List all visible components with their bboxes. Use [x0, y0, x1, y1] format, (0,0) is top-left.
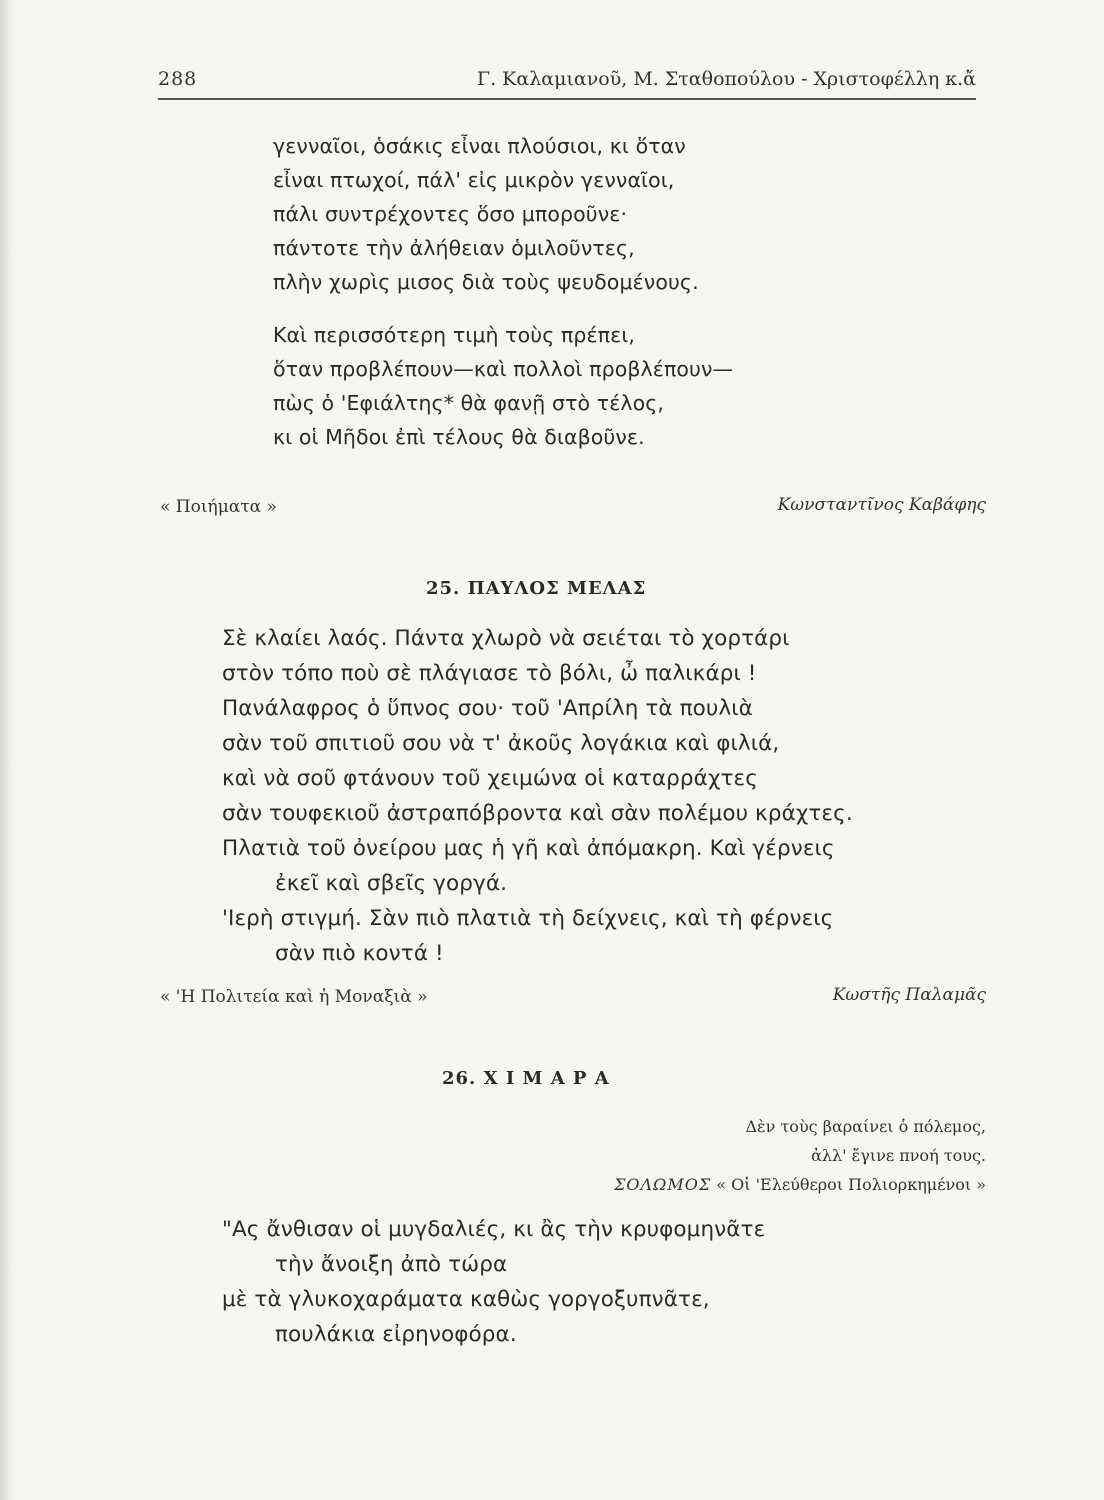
poem1-author: Κωνσταντῖνος Καβάφης [777, 495, 986, 515]
running-title: Γ. Καλαμιανοῦ, Μ. Σταθοπούλου - Χριστοφέλλη κ.ἄ [476, 68, 976, 90]
poem3-title: 26. Χ Ι Μ Α Ρ Α [442, 1068, 610, 1089]
epigraph-line: ἀλλ' ἔγινε πνοή τους. [811, 1146, 986, 1165]
page-edge-shadow [0, 0, 14, 1500]
poem1-source: « Ποιήματα » [160, 497, 277, 517]
verse-line: σὰν πιὸ κοντά ! [275, 941, 444, 966]
verse-line: πάλι συντρέχοντες ὅσο μποροῦνε· [273, 202, 628, 226]
verse-line: 'Ιερὴ στιγμή. Σὰν πιὸ πλατιὰ τὴ δείχνεις, καὶ τὴ φέρνεις [222, 906, 834, 931]
verse-line: μὲ τὰ γλυκοχαράματα καθὼς γοργοξυπνᾶτε, [222, 1287, 710, 1312]
page-number: 288 [158, 68, 198, 90]
poem2-source: « 'Η Πολιτεία καὶ ἡ Μοναξιὰ » [160, 987, 428, 1007]
verse-line: γενναῖοι, ὁσάκις εἶναι πλούσιοι, κι ὅταν [273, 134, 686, 158]
verse-line: πὼς ὁ 'Εφιάλτης* θὰ φανῇ στὸ τέλος, [273, 391, 665, 415]
verse-line: ἐκεῖ καὶ σβεῖς γοργά. [275, 871, 508, 896]
verse-line: πλὴν χωρὶς μισος διὰ τοὺς ψευδομένους. [273, 270, 699, 294]
verse-line: τὴν ἄνοιξη ἀπὸ τώρα [275, 1252, 508, 1277]
verse-line: Πλατιὰ τοῦ ὀνείρου μας ἡ γῆ καὶ ἀπόμακρη. Καὶ γέρνεις [222, 836, 835, 861]
poem2-title: 25. ΠΑΥΛΟΣ ΜΕΛΑΣ [426, 578, 647, 599]
verse-line: στὸν τόπο ποὺ σὲ πλάγιασε τὸ βόλι, ὦ παλικάρι ! [222, 661, 757, 686]
verse-line: καὶ νὰ σοῦ φτάνουν τοῦ χειμώνα οἱ καταρράχτες [222, 766, 758, 791]
epigraph-work: « Οἱ 'Ελεύθεροι Πολιορκημένοι » [716, 1175, 986, 1194]
verse-line: ὅταν προβλέπουν—καὶ πολλοὶ προβλέπουν— [273, 357, 734, 381]
verse-line: Καὶ περισσότερη τιμὴ τοὺς πρέπει, [273, 323, 635, 347]
epigraph-line: Δὲν τοὺς βαραίνει ὁ πόλεμος, [745, 1117, 986, 1136]
verse-line: σὰν τουφεκιοῦ ἀστραπόβροντα καὶ σὰν πολέμου κράχτες. [222, 801, 853, 826]
verse-line: πουλάκια εἰρηνοφόρα. [275, 1322, 517, 1347]
poem2-author: Κωστῆς Παλαμᾶς [832, 985, 986, 1005]
verse-line: "Ας ἄνθισαν οἱ μυγδαλιές, κι ἂς τὴν κρυφομηνᾶτε [222, 1217, 766, 1242]
epigraph-reference [614, 1175, 986, 1194]
verse-line: Σὲ κλαίει λαός. Πάντα χλωρὸ νὰ σειέται τὸ χορτάρι [222, 626, 790, 651]
verse-line: σὰν τοῦ σπιτιοῦ σου νὰ τ' ἀκοῦς λογάκια καὶ φιλιά, [222, 731, 780, 756]
page-header [158, 60, 976, 100]
epigraph-poet: ΣΟΛΩΜΟΣ [614, 1175, 712, 1194]
verse-line: Πανάλαφρος ὁ ὕπνος σου· τοῦ 'Απρίλη τὰ πουλιὰ [222, 696, 753, 721]
verse-line: εἶναι πτωχοί, πάλ' εἰς μικρὸν γενναῖοι, [273, 168, 675, 192]
verse-line: πάντοτε τὴν ἀλήθειαν ὁμιλοῦντες, [273, 236, 635, 260]
verse-line: κι οἱ Μῆδοι ἐπὶ τέλους θὰ διαβοῦνε. [273, 425, 645, 449]
